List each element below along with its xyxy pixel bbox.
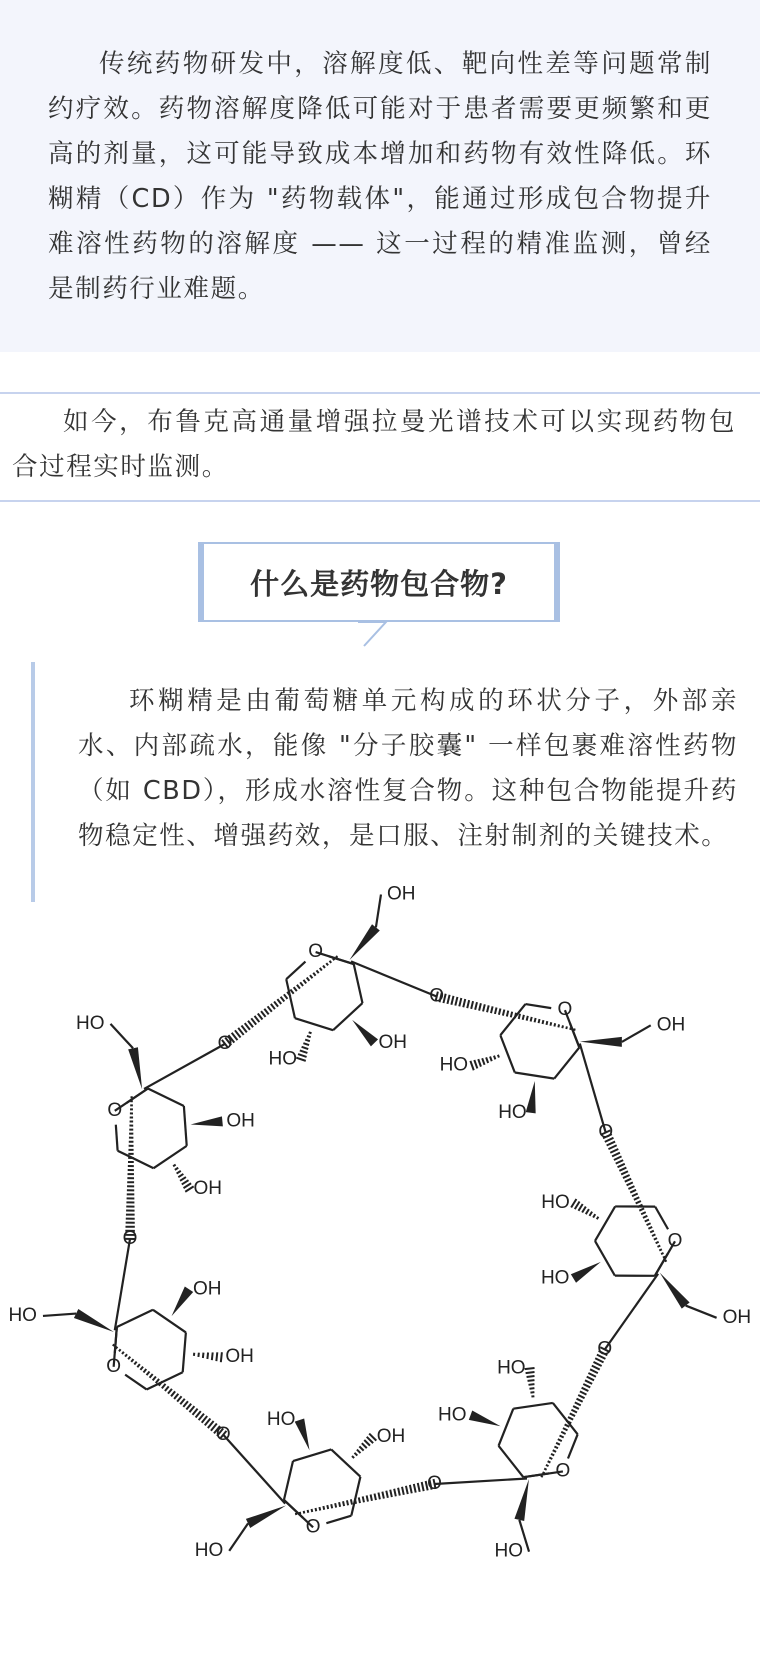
ch2-bond xyxy=(110,1024,133,1048)
wedge-bond xyxy=(571,1262,601,1283)
hydroxyl-label: OH xyxy=(376,1426,406,1448)
hydroxyl-label: OH xyxy=(656,1014,686,1036)
wedge-bond xyxy=(526,1081,536,1113)
hydroxyl-label: OH xyxy=(226,1110,255,1132)
hashed-bond xyxy=(436,992,575,1031)
wedge-bond xyxy=(660,1273,690,1309)
hashed-bond xyxy=(222,956,338,1048)
ch2-bond xyxy=(622,1025,651,1042)
ch2-bond xyxy=(376,895,381,928)
wedge-bond xyxy=(350,924,380,960)
bridge-oxygen-label: O xyxy=(427,1472,442,1494)
hydroxyl-label: HO xyxy=(8,1304,37,1326)
hydroxyl-label: HO xyxy=(75,1012,105,1034)
hashed-bond xyxy=(525,1368,535,1397)
hydroxyl-label: OH xyxy=(378,1031,407,1053)
wedge-bond xyxy=(74,1309,114,1332)
bridge-oxygen-label: O xyxy=(122,1227,138,1249)
wedge-bond xyxy=(580,1037,622,1047)
hashed-bond xyxy=(173,1165,194,1192)
wedge-bond xyxy=(514,1479,528,1521)
glucose-ring xyxy=(279,1442,365,1536)
hashed-bond xyxy=(352,1434,376,1458)
hydroxyl-label: HO xyxy=(497,1357,526,1379)
hashed-bond xyxy=(194,1352,222,1362)
ch2-bond xyxy=(43,1314,76,1316)
wedge-bond xyxy=(352,1020,378,1046)
glycosidic-bond xyxy=(580,1044,606,1133)
hydroxyl-label: HO xyxy=(438,1404,467,1426)
ring-oxygen-label: O xyxy=(107,1099,123,1121)
wedge-bond xyxy=(295,1418,310,1450)
wedge-bond xyxy=(191,1116,223,1126)
ring-oxygen-label: O xyxy=(555,1460,571,1482)
wedge-bond xyxy=(128,1047,142,1089)
hydroxyl-label: OH xyxy=(722,1306,752,1328)
hashed-bond xyxy=(541,1347,609,1477)
glycosidic-bond xyxy=(144,1044,225,1089)
hydroxyl-label: OH xyxy=(193,1178,222,1200)
bridge-oxygen-label: O xyxy=(598,1121,614,1143)
hydroxyl-label: HO xyxy=(540,1267,570,1289)
glycosidic-bond xyxy=(605,1274,658,1350)
hashed-bond xyxy=(601,1130,667,1261)
wedge-bond xyxy=(172,1287,194,1317)
ring-oxygen-label: O xyxy=(308,941,324,963)
glycosidic-bond xyxy=(223,1435,285,1504)
bridge-oxygen-label: O xyxy=(597,1338,613,1360)
now-paragraph: 如今，布鲁克高通量增强拉曼光谱技术可以实现药物包合过程实时监测。 xyxy=(12,407,736,482)
section-heading-box xyxy=(198,542,560,622)
hashed-bond xyxy=(296,1032,311,1061)
glucose-ring xyxy=(100,1080,202,1177)
glucose-ring xyxy=(488,988,592,1094)
ring-oxygen-label: O xyxy=(305,1516,321,1538)
divider-bottom xyxy=(0,500,760,502)
quote-bar xyxy=(31,662,35,902)
bridge-oxygen-label: O xyxy=(429,985,445,1007)
hydroxyl-label: HO xyxy=(439,1054,469,1076)
wedge-bond xyxy=(469,1411,501,1427)
hydroxyl-label: HO xyxy=(268,1048,298,1070)
ring-oxygen-label: O xyxy=(106,1355,122,1377)
hydroxyl-label: HO xyxy=(541,1192,570,1214)
hydroxyl-label: HO xyxy=(194,1539,224,1561)
bridge-oxygen-label: O xyxy=(217,1032,233,1054)
heading-pointer xyxy=(356,620,406,648)
ring-oxygen-label: O xyxy=(667,1230,683,1252)
hashed-bond xyxy=(571,1199,598,1219)
glycosidic-bond xyxy=(435,1478,527,1483)
hashed-bond xyxy=(470,1055,499,1071)
bridge-oxygen-label: O xyxy=(215,1423,231,1445)
hydroxyl-label: OH xyxy=(193,1278,222,1300)
hashed-bond xyxy=(125,1097,135,1239)
wedge-bond xyxy=(246,1505,286,1527)
ring-oxygen-label: O xyxy=(557,999,573,1021)
divider-top xyxy=(0,392,760,394)
glucose-ring xyxy=(282,945,367,1038)
hydroxyl-label: OH xyxy=(225,1346,254,1368)
hydroxyl-label: HO xyxy=(498,1101,527,1123)
intro-paragraph: 传统药物研发中，溶解度低、靶向性差等问题常制约疗效。药物溶解度降低可能对于患者需要更频繁和更高的剂量，这可能导致成本增加和药物有效性降低。环糊精（CD）作为 "药物载体"，能通过形成包合物提升难溶性药物的溶解度 —— 这一过程的精准监测，曾经是制药行业难题。 xyxy=(48,49,712,304)
glucose-ring xyxy=(595,1206,675,1276)
hydroxyl-label: HO xyxy=(494,1540,524,1562)
glucose-ring xyxy=(99,1301,201,1398)
cyclodextrin-structure xyxy=(0,883,760,1650)
glycosidic-bond xyxy=(115,1239,130,1330)
hashed-bond xyxy=(113,1344,227,1438)
intro-box xyxy=(0,0,760,352)
glycosidic-bond xyxy=(351,961,437,996)
hydroxyl-label: OH xyxy=(386,883,416,905)
section-heading: 什么是药物包合物? xyxy=(250,566,508,601)
ch2-bond xyxy=(229,1523,248,1550)
ch2-bond xyxy=(686,1306,717,1318)
hydroxyl-label: HO xyxy=(266,1409,296,1431)
hashed-bond xyxy=(296,1479,436,1515)
cyclodextrin-paragraph: 环糊精是由葡萄糖单元构成的环状分子，外部亲水、内部疏水，能像 "分子胶囊" 一样包裹难溶性药物（如 CBD），形成水溶性复合物。这种包合物能提升药物稳定性、增强药效，是口服、注射制剂的关键技术。 xyxy=(78,686,738,851)
